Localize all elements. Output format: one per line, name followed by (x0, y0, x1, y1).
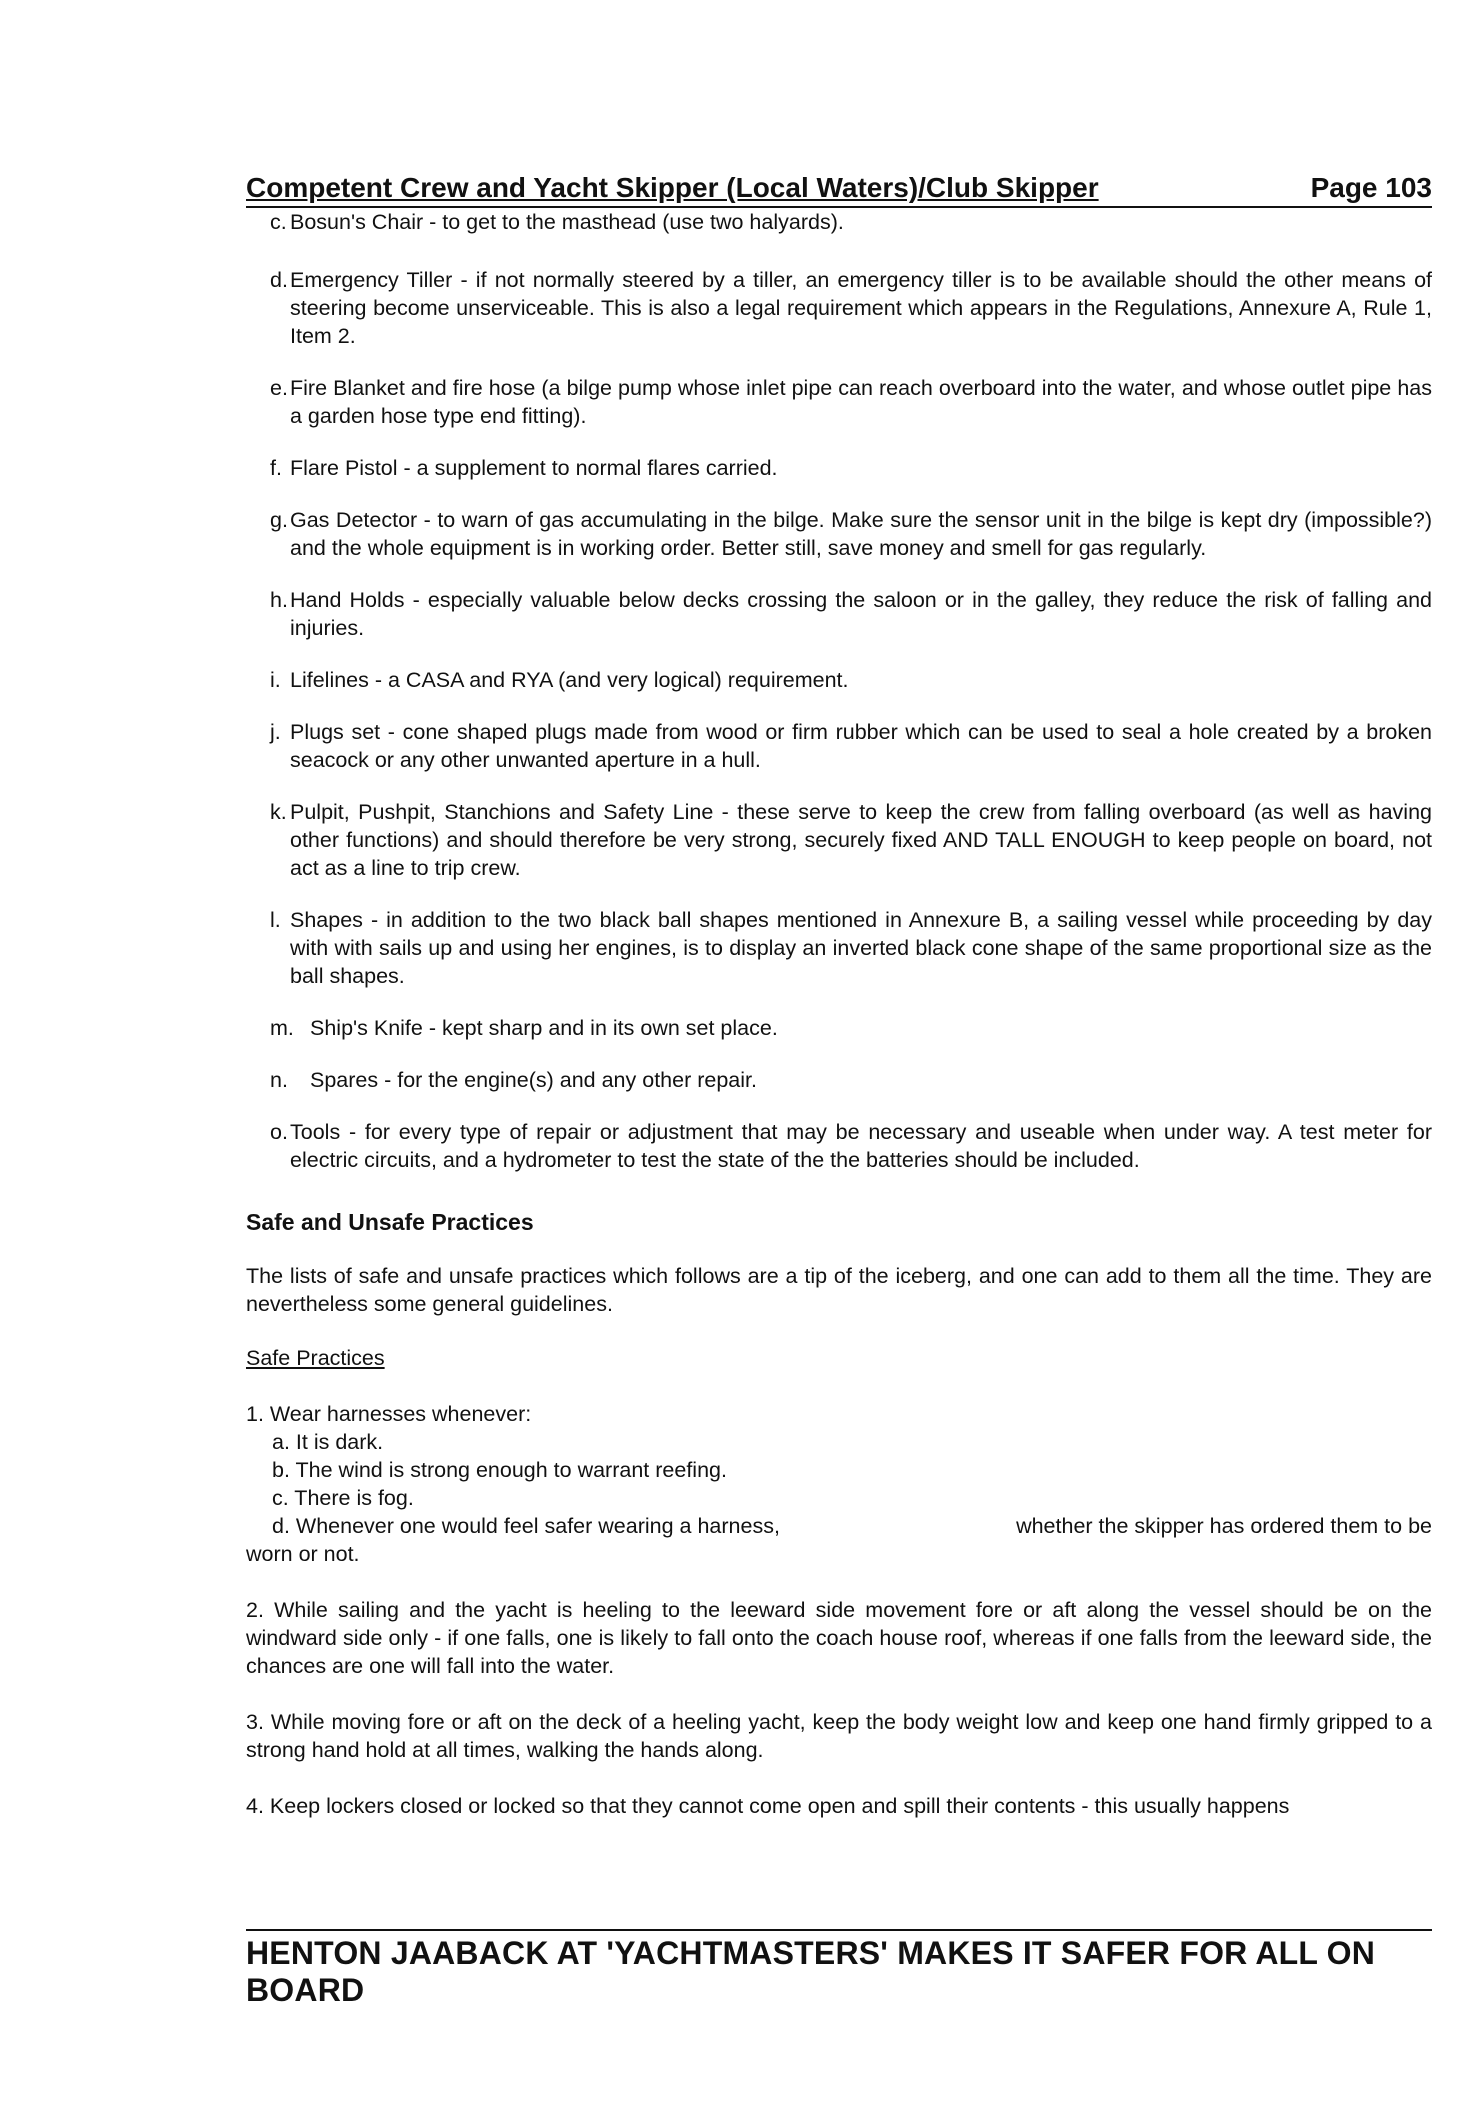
item-text: Shapes - in addition to the two black ball shapes mentioned in Annexure B, a sailing vessel while proceeding by day with with sails up and using her engines, is to display an inverted black cone shape of the same proportional size as the ball shapes. (290, 908, 1432, 988)
item-text: Flare Pistol - a supplement to normal flares carried. (290, 456, 778, 480)
sub-item: c. There is fog. (272, 1486, 414, 1510)
equipment-item-n (246, 1066, 1432, 1094)
safe-practice-4: 4. Keep lockers closed or locked so that they cannot come open and spill their contents - this usually happens (246, 1794, 1290, 1818)
sub-item: b. The wind is strong enough to warrant reefing. (272, 1458, 727, 1482)
footer-text: HENTON JAABACK AT 'YACHTMASTERS' MAKES IT SAFER FOR ALL ON BOARD (246, 1935, 1376, 2008)
item-text: Pulpit, Pushpit, Stanchions and Safety Line - these serve to keep the crew from falling overboard (as well as having other functions) and should therefore be very strong, securely fixed AND TALL ENOUGH to keep people on board, not act as a line to trip crew. (290, 800, 1432, 880)
equipment-item-d (246, 266, 1432, 350)
equipment-item-i (246, 666, 1432, 694)
item-text: Lifelines - a CASA and RYA (and very logical) requirement. (290, 668, 849, 692)
equipment-item-j (246, 718, 1432, 774)
page-body (246, 208, 1432, 1848)
item-label: g. (270, 508, 288, 532)
page-footer (246, 1929, 1432, 2009)
sub-item-d (272, 1512, 1432, 1540)
item-label: j. (270, 720, 281, 744)
item-label: f. (270, 456, 282, 480)
equipment-item-m (246, 1014, 1432, 1042)
sub-item-d-left: d. Whenever one would feel safer wearing a harness, (272, 1514, 780, 1538)
page-number: Page 103 (1310, 172, 1432, 203)
item-label: c. (270, 210, 287, 234)
item-text: Gas Detector - to warn of gas accumulating in the bilge. Make sure the sensor unit in the bilge is kept dry (impossible?) and the whole equipment is in working order. Better still, save money and smell for gas regularly. (290, 508, 1432, 560)
safe-practices-heading: Safe Practices (246, 1346, 385, 1370)
practice-text: 1. Wear harnesses whenever: (246, 1402, 532, 1426)
item-label: l. (270, 908, 281, 932)
item-label: k. (270, 800, 287, 824)
section-heading: Safe and Unsafe Practices (246, 1209, 534, 1235)
item-label: m. (270, 1016, 294, 1040)
sub-list (246, 1428, 1432, 1540)
item-label: d. (270, 268, 288, 292)
equipment-item-f (246, 454, 1432, 482)
safe-practice-2: 2. While sailing and the yacht is heeling to the leeward side movement fore or aft along the vessel should be on the windward side only - if one falls, one is likely to fall onto the coach house roof, whereas if one falls from the leeward side, the chances are one will fall into the water. (246, 1598, 1432, 1678)
item-label: e. (270, 376, 288, 400)
equipment-item-h (246, 586, 1432, 642)
equipment-list (246, 208, 1432, 1174)
item-label: o. (270, 1120, 288, 1144)
item-text: Emergency Tiller - if not normally steered by a tiller, an emergency tiller is to be available should the other means of steering become unserviceable. This is also a legal requirement which appears in the Regulations, Annexure A, Rule 1, Item 2. (290, 268, 1432, 348)
equipment-item-l (246, 906, 1432, 990)
item-label: n. (270, 1068, 288, 1092)
safe-practice-3: 3. While moving fore or aft on the deck of a heeling yacht, keep the body weight low and keep one hand firmly gripped to a strong hand hold at all times, walking the hands along. (246, 1710, 1432, 1762)
item-label: h. (270, 588, 288, 612)
item-text: Hand Holds - especially valuable below decks crossing the saloon or in the galley, they reduce the risk of falling and injuries. (290, 588, 1432, 640)
section-intro: The lists of safe and unsafe practices which follows are a tip of the iceberg, and one can add to them all the time. They are nevertheless some general guidelines. (246, 1264, 1432, 1316)
sub-item-d-continuation: worn or not. (246, 1542, 360, 1566)
sub-item-d-right: whether the skipper has ordered them to be (1016, 1514, 1432, 1538)
document-title: Competent Crew and Yacht Skipper (Local Waters)/Club Skipper (246, 172, 1099, 203)
page-header (246, 172, 1432, 208)
equipment-item-o (246, 1118, 1432, 1174)
equipment-item-k (246, 798, 1432, 882)
sub-item: a. It is dark. (272, 1430, 384, 1454)
item-text: Bosun's Chair - to get to the masthead (use two halyards). (290, 210, 844, 234)
item-label: i. (270, 668, 281, 692)
item-text: Plugs set - cone shaped plugs made from wood or firm rubber which can be used to seal a hole created by a broken seacock or any other unwanted aperture in a hull. (290, 720, 1432, 772)
item-text: Tools - for every type of repair or adjustment that may be necessary and useable when under way. A test meter for electric circuits, and a hydrometer to test the state of the the batteries should be included. (290, 1120, 1432, 1172)
safe-practice-1 (246, 1400, 1432, 1568)
item-text: Fire Blanket and fire hose (a bilge pump whose inlet pipe can reach overboard into the water, and whose outlet pipe has a garden hose type end fitting). (290, 376, 1432, 428)
item-text: Spares - for the engine(s) and any other repair. (310, 1068, 757, 1092)
equipment-item-e (246, 374, 1432, 430)
equipment-item-c (246, 208, 1432, 236)
item-text: Ship's Knife - kept sharp and in its own set place. (310, 1016, 778, 1040)
equipment-item-g (246, 506, 1432, 562)
